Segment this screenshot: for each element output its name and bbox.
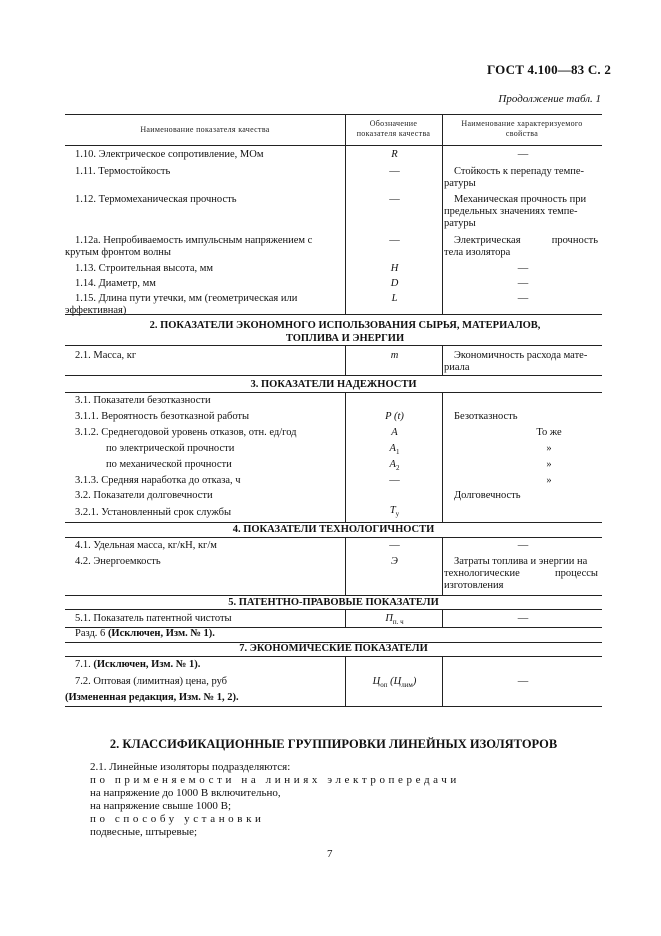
col-divider-2a (442, 114, 443, 314)
col-header-property-line2: свойства (505, 129, 539, 138)
section-4-bottom-rule (65, 537, 602, 538)
document-header: ГОСТ 4.100—83 С. 2 (487, 62, 612, 77)
row-1-13-property: — (517, 263, 529, 274)
col-divider-1b (345, 345, 346, 375)
section-2-title-l1: 2. ПОКАЗАТЕЛИ ЭКОНОМНОГО ИСПОЛЬЗОВАНИЯ СЫРЬЯ, МАТЕРИАЛОВ, (149, 320, 541, 331)
col-divider-2b (442, 345, 443, 375)
row-3-2-1-symbol (347, 505, 442, 520)
table-top-rule (65, 114, 602, 115)
row-1-12a-property-l2: тела изолятора (444, 247, 511, 258)
para-2-1: 2.1. Линейные изоляторы подразделяются: (90, 761, 291, 773)
section-5-bottom-rule (65, 609, 602, 610)
row-3-1-2b-symbol-sub: 2 (395, 464, 400, 473)
row-3-1-2a-symbol-sub: 1 (395, 448, 400, 457)
col-divider-1a (345, 114, 346, 314)
row-5-1-symbol (347, 613, 442, 628)
col-divider-1e (345, 609, 346, 627)
row-5-1-property: — (517, 613, 529, 624)
section-3-rule (65, 375, 602, 376)
row-4-2-name: 4.2. Энергоемкость (75, 556, 161, 567)
col-header-property (442, 119, 602, 139)
col-header-indicator: Наименование показателя качества (140, 125, 270, 134)
row-1-10-name: 1.10. Электрическое сопротивление, МОм (75, 149, 264, 160)
section-2-title-l2: ТОПЛИВА И ЭНЕРГИИ (285, 333, 405, 344)
col-divider-1c (345, 392, 346, 522)
row-1-11-property-l2: ратуры (444, 178, 476, 189)
section-2-title (110, 319, 580, 345)
row-1-12-property-l1: Механическая прочность при (454, 194, 587, 205)
col-header-symbol (345, 119, 442, 139)
row-5-1-name: 5.1. Показатель патентной чистоты (75, 613, 232, 624)
para-over-1000v: на напряжение свыше 1000 В; (90, 800, 232, 812)
row-1-12-property-l3: ратуры (444, 218, 476, 229)
row-4-1-property: — (517, 540, 529, 551)
row-3-1-2b-symbol (347, 459, 442, 474)
para-up-to-1000v: на напряжение до 1000 В включительно, (90, 787, 281, 799)
row-7-2-property: — (517, 676, 529, 687)
row-1-12a-property (444, 235, 598, 259)
row-2-1-name: 2.1. Масса, кг (75, 350, 137, 361)
table-continuation-note: Продолжение табл. 1 (498, 93, 601, 105)
row-1-14-property: — (517, 278, 529, 289)
section-7-bottom-rule (65, 656, 602, 657)
row-2-1-property-l2: риала (444, 362, 470, 373)
row-4-1-name: 4.1. Удельная масса, кг/кН, кг/м (75, 540, 217, 551)
row-1-11-symbol: — (389, 166, 400, 177)
row-1-12a-name (65, 235, 345, 259)
row-3-2-1-symbol-sub: у (395, 510, 400, 519)
col-divider-2e (442, 609, 443, 627)
row-1-12-property-l2: предельных значениях темпе- (444, 206, 578, 217)
row-4-2-property-l1: Затраты топлива и энергии на (454, 556, 588, 567)
row-1-12a-property-l1: Электрическая прочность (454, 235, 598, 246)
row-1-14-name: 1.14. Диаметр, мм (75, 278, 156, 289)
row-1-12-name: 1.12. Термомеханическая прочность (75, 194, 237, 205)
row-3-1-1-name: 3.1.1. Вероятность безотказной работы (75, 411, 250, 422)
col-divider-2f (442, 656, 443, 706)
section-2-bottom-rule (65, 345, 602, 346)
row-4-2-property-l2: технологические процессы (444, 568, 598, 579)
row-3-1-2b-name: по механической прочности (106, 459, 232, 470)
row-7-1-note (75, 659, 345, 671)
row-1-12-property (444, 194, 598, 230)
row-3-1-2-name: 3.1.2. Среднегодовой уровень отказов, отн. ед/год (75, 427, 297, 438)
col-divider-1d (345, 537, 346, 595)
row-1-12a-name-l2: крутым фронтом волны (65, 247, 171, 258)
row-3-1-2b-symbol-main: A (389, 459, 396, 470)
para-by-installation: по способу установки (90, 813, 265, 825)
row-3-2-property: Долговечность (454, 490, 521, 501)
row-1-15-name-l2: эффективная) (65, 305, 127, 316)
row-7-2-symbol2-main: Ц (393, 676, 402, 687)
row-7-2-symbol-sub: оп (380, 681, 388, 690)
row-4-2-symbol: Э (391, 556, 398, 567)
row-3-1-1-property: Безотказность (454, 411, 518, 422)
row-1-13-symbol: H (390, 263, 399, 274)
row-3-1-3-property: » (546, 475, 552, 486)
row-4-2-property-l3: изготовления (444, 580, 504, 591)
col-divider-2d (442, 537, 443, 595)
row-3-1-2a-symbol-main: A (389, 443, 396, 454)
col-header-property-line1: Наименование характеризуемого (461, 119, 583, 128)
row-1-10-property: — (517, 149, 529, 160)
para-by-application: по применяемости на линиях электропередачи (90, 774, 460, 786)
row-7-1-note-pre: 7.1. (75, 659, 91, 670)
section-2-rule (65, 314, 602, 315)
row-1-15-symbol: L (391, 293, 398, 304)
section-5-title: 5. ПАТЕНТНО-ПРАВОВЫЕ ПОКАЗАТЕЛИ (228, 597, 439, 608)
col-header-symbol-line2: показателя качества (356, 129, 431, 138)
row-1-15-property: — (517, 293, 529, 304)
row-4-1-symbol: — (389, 540, 400, 551)
row-4-2-property (444, 556, 598, 592)
row-7-1-note-bold: (Исключен, Изм. № 1). (93, 659, 201, 670)
row-7-2-symbol: $Ц_{оп}$ $(Ц_{лим})$ (372, 676, 417, 690)
row-3-1-2-property: То же (536, 427, 562, 438)
page-number: 7 (327, 848, 333, 860)
row-3-1-2a-name: по электрической прочности (106, 443, 235, 454)
table-bottom-rule (65, 706, 602, 707)
col-divider-1f (345, 656, 346, 706)
row-3-1-3-symbol: — (389, 475, 400, 486)
row-1-13-name: 1.13. Строительная высота, мм (75, 263, 214, 274)
row-7-2-amendment-note: (Измененная редакция, Изм. № 1, 2). (65, 692, 239, 703)
row-1-14-symbol: D (390, 278, 399, 289)
row-3-1-2b-property: » (546, 459, 552, 470)
col-header-symbol-line1: Обозначение (369, 119, 418, 128)
row-2-1-property (444, 350, 598, 374)
section-4-title: 4. ПОКАЗАТЕЛИ ТЕХНОЛОГИЧНОСТИ (232, 524, 435, 535)
row-3-1-name: 3.1. Показатели безотказности (75, 395, 211, 406)
row-7-2-symbol2-sub: лим (401, 681, 413, 690)
row-5-1-symbol-sub: п. ч (392, 618, 404, 627)
row-3-2-1-symbol-main: T (389, 505, 396, 516)
section-2-heading: 2. КЛАССИФИКАЦИОННЫЕ ГРУППИРОВКИ ЛИНЕЙНЫХ ИЗОЛЯТОРОВ (109, 737, 558, 751)
col-divider-2c (442, 392, 443, 522)
section-3-bottom-rule (65, 392, 602, 393)
row-1-11-property-l1: Стойкость к перепаду темпе- (454, 166, 585, 177)
row-3-2-name: 3.2. Показатели долговечности (75, 490, 213, 501)
table-header-rule (65, 145, 602, 146)
row-5-1-symbol-main: П (385, 613, 393, 624)
para-suspension-pin: подвесные, штыревые; (90, 826, 198, 838)
section-3-title: 3. ПОКАЗАТЕЛИ НАДЕЖНОСТИ (250, 379, 417, 390)
row-1-10-symbol: R (391, 149, 398, 160)
row-7-2-name: 7.2. Оптовая (лимитная) цена, руб (75, 676, 228, 687)
row-1-11-name: 1.11. Термостойкость (75, 166, 171, 177)
row-3-1-2-symbol: A (391, 427, 398, 438)
row-1-12a-symbol: — (389, 235, 400, 246)
row-2-1-symbol: m (390, 350, 399, 361)
row-3-1-2a-property: » (546, 443, 552, 454)
row-3-1-1-symbol: P (t) (385, 411, 404, 422)
row-7-2-symbol-main: Ц (372, 676, 381, 687)
row-3-2-1-name: 3.2.1. Установленный срок службы (75, 507, 231, 518)
row-1-12-symbol: — (389, 194, 400, 205)
row-6-note-pre: Разд. 6 (75, 628, 106, 639)
row-1-12a-name-l1: 1.12а. Непробиваемость импульсным напряжением с (75, 235, 313, 246)
row-6-note (75, 628, 345, 640)
row-2-1-property-l1: Экономичность расхода мате- (454, 350, 588, 361)
row-6-note-bold: (Исключен, Изм. № 1). (107, 628, 215, 639)
row-1-11-property (444, 166, 598, 190)
row-1-15-name-l1: 1.15. Длина пути утечки, мм (геометрическая или (75, 293, 298, 304)
row-3-1-2a-symbol (347, 443, 442, 458)
section-7-title: 7. ЭКОНОМИЧЕСКИЕ ПОКАЗАТЕЛИ (239, 643, 428, 654)
row-3-1-3-name: 3.1.3. Средняя наработка до отказа, ч (75, 475, 241, 486)
